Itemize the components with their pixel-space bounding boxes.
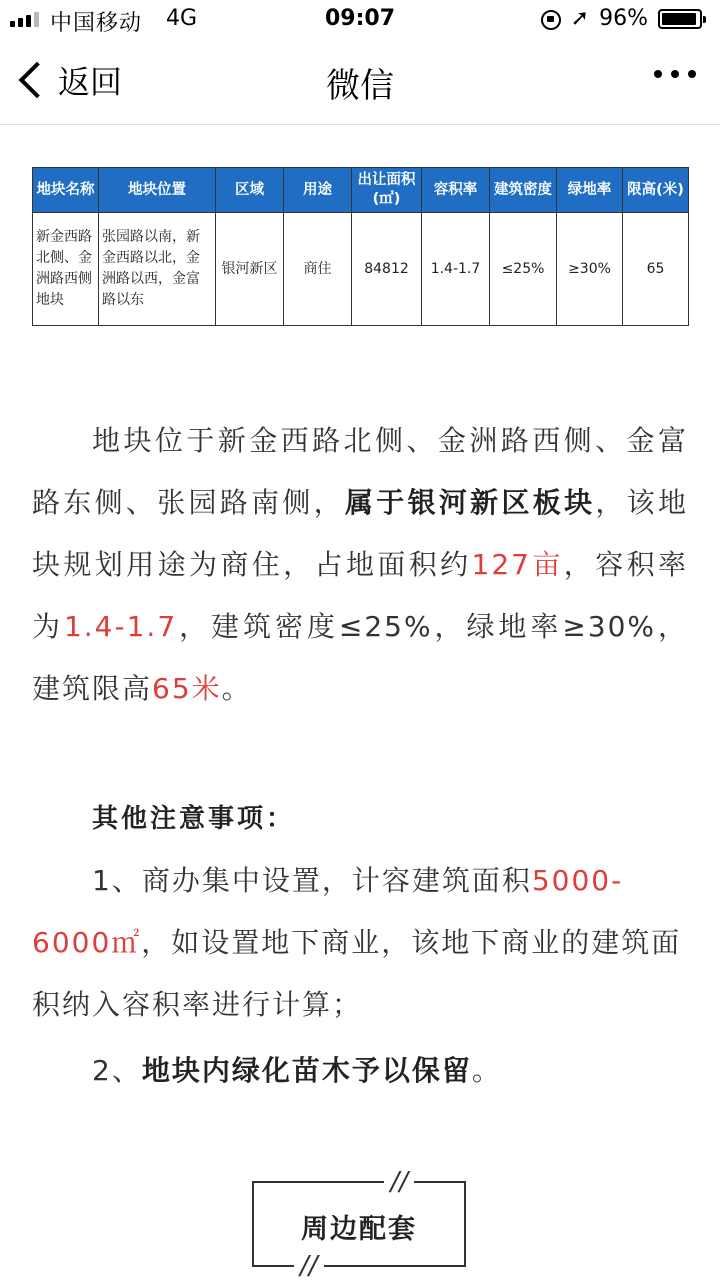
area-value: 127亩	[471, 548, 564, 581]
back-label: 返回	[58, 63, 123, 101]
page-title: 微信	[326, 66, 394, 106]
note-item-1: 1、商办集中设置，计容建筑面积5000-6000㎡，如设置地下商业，该地下商业的建筑面积纳入容积率进行计算；	[32, 864, 682, 1021]
table-header-cell: 用途	[284, 168, 352, 213]
battery-percent: 96%	[599, 6, 648, 31]
more-options-button[interactable]	[654, 70, 696, 78]
table-row	[33, 213, 689, 326]
table-cell: 银河新区	[216, 213, 284, 326]
network-type: 4G	[166, 6, 198, 31]
table-header-cell: 容积率	[422, 168, 490, 213]
status-time: 09:07	[324, 6, 396, 31]
note-2-highlight: 地块内绿化苗木予以保留	[141, 1054, 472, 1087]
table-header-cell: 绿地率	[557, 168, 623, 213]
table-header-cell: 区域	[216, 168, 284, 213]
carrier-name: 中国移动	[50, 11, 143, 36]
table-cell: 新金西路北侧、金洲路西侧地块	[33, 213, 99, 326]
chevron-left-icon	[19, 62, 56, 99]
nav-bar	[0, 40, 720, 125]
height-limit-value: 65米	[152, 672, 222, 705]
land-info-table	[32, 167, 689, 326]
battery-icon	[658, 9, 702, 29]
table-header-cell: 建筑密度	[490, 168, 557, 213]
table-header-cell: 地块名称	[33, 168, 99, 213]
back-button[interactable]	[14, 54, 122, 106]
table-cell: ≥30%	[557, 213, 623, 326]
table-cell: 商住	[284, 213, 352, 326]
rotation-lock-icon	[541, 10, 561, 30]
commercial-area-value: 5000-6000㎡	[32, 864, 624, 959]
table-cell: 84812	[352, 213, 422, 326]
table-cell: 1.4-1.7	[422, 213, 490, 326]
location-arrow-icon: ➚	[570, 6, 590, 31]
status-bar	[0, 0, 720, 40]
table-header-cell: 出让面积(㎡)	[352, 168, 422, 213]
table-header-cell: 地块位置	[99, 168, 216, 213]
table-cell: ≤25%	[490, 213, 557, 326]
table-cell: 65	[623, 213, 689, 326]
district-highlight: 属于银河新区板块	[344, 486, 596, 519]
note-item-2: 2、地块内绿化苗木予以保留。	[92, 1054, 502, 1087]
slash-decoration-top: //	[384, 1169, 414, 1195]
section-title: 周边配套	[301, 1214, 417, 1245]
table-cell: 张园路以南，新金西路以北，金洲路以西，金富路以东	[99, 213, 216, 326]
far-value: 1.4-1.7	[63, 610, 178, 643]
slash-decoration-bottom: //	[294, 1253, 324, 1279]
article-body	[32, 410, 688, 720]
notes-heading: 其他注意事项：	[92, 804, 296, 834]
section-title-box	[252, 1167, 466, 1281]
intro-paragraph: 地块位于新金西路北侧、金洲路西侧、金富路东侧、张园路南侧，属于银河新区板块，该地块规划用途为商住，占地面积约127亩，容积率为1.4-1.7，建筑密度≤25%，绿地率≥30%，建筑限高65米。	[32, 424, 688, 705]
table-header-row	[33, 168, 689, 213]
table-header-cell: 限高(米)	[623, 168, 689, 213]
more-dots-icon	[654, 70, 662, 78]
